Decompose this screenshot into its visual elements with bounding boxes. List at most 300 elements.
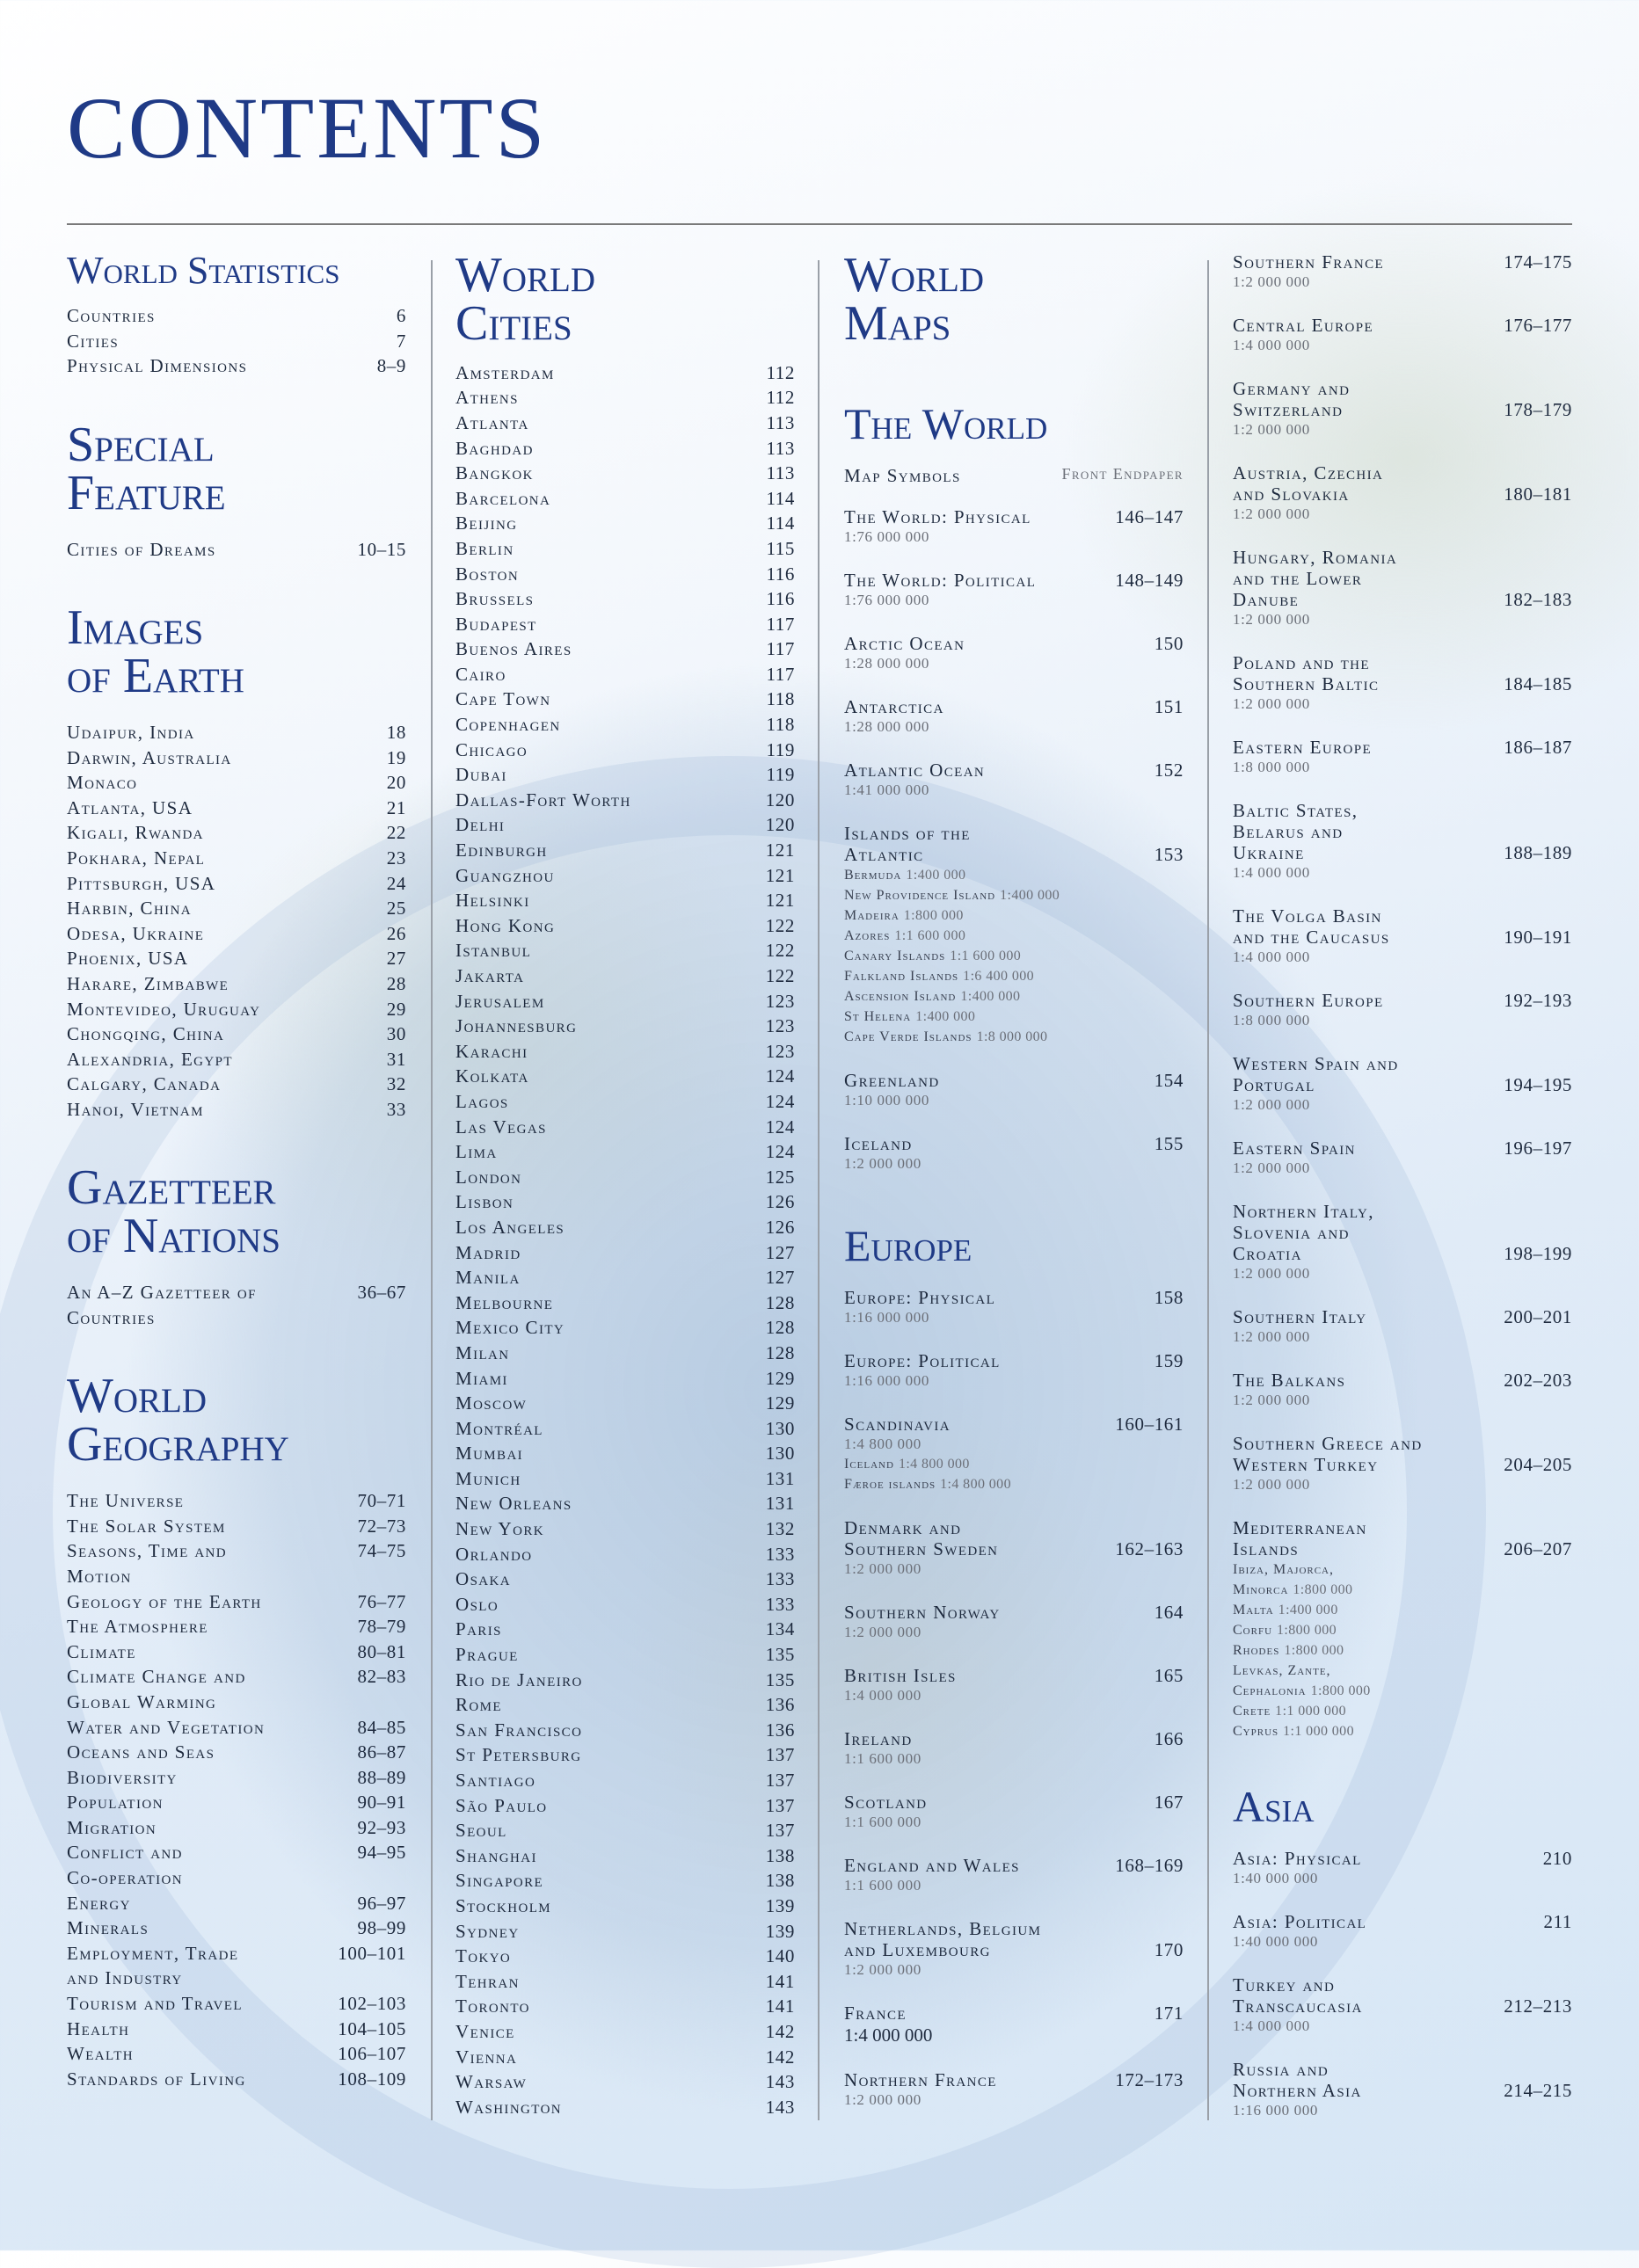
toc-entry-washington[interactable] [455,2095,795,2120]
map-entry-hungary-romania-and-the-lower-danube[interactable] [1233,547,1572,629]
toc-entry-miami[interactable] [455,1366,795,1392]
entry-label: Mediterranean Islands [1233,1517,1367,1559]
toc-entry-orlando[interactable] [455,1542,795,1567]
toc-entry-barcelona[interactable] [455,486,795,512]
toc-entry-baghdad[interactable] [455,436,795,462]
page-number: 118 [766,714,795,736]
toc-entry-geology-of-the-earth[interactable] [67,1589,406,1615]
page-number: 128 [765,1291,795,1313]
entry-label: Udaipur, India [67,721,195,743]
entry-label: Jerusalem [455,990,545,1012]
toc-entry-standards-of-living[interactable] [67,2067,406,2092]
entry-label: San Francisco [455,1719,583,1741]
page-number: 127 [765,1241,795,1263]
toc-entry-physical-dimensions[interactable] [67,353,406,379]
toc-entry-guangzhou[interactable] [455,863,795,889]
toc-entry-harare-zimbabwe[interactable] [67,971,406,997]
inset-scale: 1:800 000 [903,907,964,923]
page-number: 72–73 [357,1515,406,1537]
entry-label: An A–Z Gazetteer of Countries [67,1282,257,1328]
map-entry-poland-and-the-southern-baltic[interactable] [1233,652,1572,714]
toc-entry-munich[interactable] [455,1466,795,1492]
toc-entry-las-vegas[interactable] [455,1115,795,1140]
toc-entry-migration[interactable] [67,1815,406,1841]
toc-entry-cities[interactable] [67,329,406,354]
entry-label: Tourism and Travel [67,1993,243,2015]
entry-label: Montréal [455,1417,543,1439]
map-entry-row [1233,1848,1572,1869]
map-entry-turkey-and-transcaucasia[interactable] [1233,1974,1572,2036]
toc-entry-cairo[interactable] [455,662,795,687]
entry-label: Toronto [455,1995,530,2017]
entry-label: Rio de Janeiro [455,1668,583,1690]
map-entry-baltic-states-belarus-and-ukraine[interactable] [1233,800,1572,883]
page-number: 117 [766,638,795,660]
entry-label: Tehran [455,1970,520,1992]
toc-entry-oceans-and-seas[interactable] [67,1740,406,1765]
map-scale: 1:76 000 000 [844,527,929,545]
section-title: Images of Earth [67,600,244,704]
toc-entry-hong-kong[interactable] [455,913,795,939]
entry-label: Buenos Aires [455,638,572,660]
toc-entry-beijing[interactable] [455,511,795,536]
map-entry-row [844,823,1184,865]
toc-entry-climate[interactable] [67,1639,406,1665]
page-number: 135 [765,1668,795,1690]
map-entry-ireland[interactable] [844,1728,1184,1769]
entry-label: Northern France [844,2068,997,2090]
entry-label: Manila [455,1267,521,1289]
inset-name: Corfu [1233,1623,1273,1638]
map-entry-the-world-political[interactable] [844,570,1184,610]
toc-entry-the-universe[interactable] [67,1488,406,1514]
page-number: 137 [765,1744,795,1766]
page-number: 124 [765,1116,795,1138]
entry-label: Paris [455,1618,502,1640]
toc-entry-rio-de-janeiro[interactable] [455,1668,795,1693]
map-entry-row [844,633,1184,654]
page-number: 200–201 [1504,1306,1572,1327]
inset-scale: 1:400 000 [1278,1603,1338,1617]
toc-entry-tehran[interactable] [455,1969,795,1995]
toc-entry-hanoi-vietnam[interactable] [67,1097,406,1123]
toc-entry-odesa-ukraine[interactable] [67,921,406,947]
map-entry-the-volga-basin-and-the-caucasus[interactable] [1233,905,1572,967]
page-number: 120 [765,789,795,811]
toc-entry-manila[interactable] [455,1265,795,1290]
map-scale: 1:2 000 000 [844,1623,921,1640]
entry-label: Southern Norway [844,1601,1001,1623]
map-entry-europe-physical[interactable] [844,1287,1184,1327]
inset-map [844,1474,1184,1494]
toc-entry-edinburgh[interactable] [455,838,795,863]
page-number: 114 [766,512,795,534]
entry-label: Los Angeles [455,1216,565,1238]
map-entry-row [1233,1138,1572,1159]
entry-label: The Balkans [1233,1370,1346,1391]
page-number: 124 [765,1141,795,1163]
entry-label: Sydney [455,1920,520,1942]
toc-entry-the-solar-system[interactable] [67,1514,406,1539]
toc-entry-kolkata[interactable] [455,1064,795,1089]
page-number: 148–149 [1115,569,1184,591]
map-entry-southern-norway[interactable] [844,1602,1184,1642]
toc-entry-seasons-time-and-motion[interactable] [67,1538,406,1588]
toc-entry-pittsburgh-usa[interactable] [67,871,406,897]
page-number: 7 [396,330,406,352]
map-entry-arctic-ocean[interactable] [844,633,1184,673]
entry-label: Shanghai [455,1844,537,1866]
map-scale: 1:4 000 000 [1233,337,1310,353]
entry-label: Montevideo, Uruguay [67,998,261,1020]
map-entry-asia-physical[interactable] [1233,1848,1572,1888]
page-number: 188–189 [1504,842,1572,863]
map-entry-asia-political[interactable] [1233,1911,1572,1952]
toc-entry-vienna[interactable] [455,2045,795,2070]
map-entry-row [1233,737,1572,758]
toc-entry-conflict-and-co-operation[interactable] [67,1840,406,1890]
map-entry-austria-czechia-and-slovakia[interactable] [1233,462,1572,524]
toc-entry-jakarta[interactable] [455,963,795,989]
toc-entry-brussels[interactable] [455,586,795,612]
page-number: 80–81 [357,1640,406,1662]
entry-label: Madrid [455,1241,521,1263]
inset-scale: 1:1 600 000 [894,927,966,943]
entry-label: Singapore [455,1870,544,1892]
entry-label: Eastern Europe [1233,737,1373,758]
map-symbols-entry[interactable] [844,465,1184,487]
map-entry-germany-and-switzerland[interactable] [1233,378,1572,440]
map-entry-row [844,1287,1184,1308]
toc-entry-singapore[interactable] [455,1868,795,1894]
toc-entry-santiago[interactable] [455,1768,795,1793]
page-number: 78–79 [357,1616,406,1638]
page-number: 162–163 [1115,1537,1184,1559]
toc-entry-karachi[interactable] [455,1039,795,1065]
map-entry-the-world-physical[interactable] [844,506,1184,547]
section-title: World Statistics [67,249,340,292]
entry-label: Milan [455,1341,510,1363]
map-scale: 1:4 000 000 [1233,2017,1310,2034]
inset-name: Ibiza, Majorca, Minorca [1233,1562,1335,1597]
page-number: 204–205 [1504,1454,1572,1475]
toc-entry-prague[interactable] [455,1642,795,1668]
entry-label: The Volga Basin and the Caucasus [1233,905,1390,948]
toc-entry-toronto[interactable] [455,1994,795,2019]
toc-entry-minerals[interactable] [67,1915,406,1941]
toc-entry-moscow[interactable] [455,1391,795,1416]
map-entry-western-spain-and-portugal[interactable] [1233,1053,1572,1115]
toc-entry-the-atmosphere[interactable] [67,1614,406,1639]
page-number: 104–105 [338,2017,406,2039]
map-entry-atlantic-ocean[interactable] [844,760,1184,800]
map-scale: 1:40 000 000 [1233,1933,1318,1950]
toc-entry-chicago[interactable] [455,738,795,763]
toc-entry-countries[interactable] [67,303,406,329]
entry-label: Oslo [455,1593,499,1615]
map-entry-british-isles[interactable] [844,1665,1184,1705]
toc-entry-boston[interactable] [455,562,795,587]
toc-entry-berlin[interactable] [455,536,795,562]
entry-label: Guangzhou [455,864,555,886]
page-number: 158 [1154,1286,1184,1308]
toc-entry-osaka[interactable] [455,1567,795,1592]
inset-map [844,1027,1184,1047]
page-number: 98–99 [357,1917,406,1939]
entry-label: Orlando [455,1543,533,1565]
page-number: 141 [765,1995,795,2017]
toc-entry-biodiversity[interactable] [67,1765,406,1791]
map-entry-scotland[interactable] [844,1792,1184,1832]
toc-entry-udaipur-india[interactable] [67,720,406,745]
entry-label: Helsinki [455,890,530,912]
map-entry-england-and-wales[interactable] [844,1855,1184,1895]
page-number: 121 [765,840,795,861]
entry-label: Biodiversity [67,1766,178,1788]
map-entry-europe-political[interactable] [844,1350,1184,1391]
page-number: 26 [386,922,406,944]
page-number: 128 [765,1341,795,1363]
page-number: 212–213 [1504,1995,1572,2017]
inset-name: Færoe islands [844,1476,936,1492]
toc-entry-amsterdam[interactable] [455,360,795,386]
toc-entry-lima[interactable] [455,1139,795,1165]
map-entry-the-balkans[interactable] [1233,1370,1572,1410]
toc-entry-delhi[interactable] [455,812,795,838]
map-entry-islands-of-the-atlantic[interactable] [844,823,1184,1047]
page-number: 28 [386,972,406,994]
toc-entry-phoenix-usa[interactable] [67,946,406,971]
toc-entry-istanbul[interactable] [455,938,795,963]
toc-entry-alexandria-egypt[interactable] [67,1047,406,1072]
toc-entry-san-francisco[interactable] [455,1718,795,1743]
toc-entry-tourism-and-travel[interactable] [67,1991,406,2017]
entry-label: Minerals [67,1917,149,1939]
toc-entry-buenos-aires[interactable] [455,636,795,662]
toc-entry-los-angeles[interactable] [455,1215,795,1240]
subsection-title: Europe [844,1220,972,1270]
entry-label: Calgary, Canada [67,1073,222,1095]
map-entry-row [1233,905,1572,948]
toc-entry-tokyo[interactable] [455,1944,795,1969]
map-scale: 1:2 000 000 [1233,1159,1310,1176]
map-entry-eastern-spain[interactable] [1233,1138,1572,1178]
column-divider-1 [431,260,433,2120]
inset-map [1233,1721,1572,1741]
entry-label: London [455,1166,522,1188]
column-3 [844,248,1184,2133]
inset-name: Ascension Island [844,988,957,1004]
page-number: 182–183 [1504,589,1572,610]
toc-entry-st-petersburg[interactable] [455,1742,795,1768]
toc-entry-water-and-vegetation[interactable] [67,1715,406,1741]
toc-entry-harbin-china[interactable] [67,896,406,921]
page-number: 25 [386,898,406,920]
map-entry-france[interactable] [844,2003,1184,2046]
toc-entry-atlanta-usa[interactable] [67,796,406,821]
toc-entry-monaco[interactable] [67,770,406,796]
page-number: 84–85 [357,1716,406,1738]
toc-entry-chongqing-china[interactable] [67,1021,406,1047]
entry-label: Central Europe [1233,315,1374,336]
page-number: 134 [765,1618,795,1640]
entry-label: The World: Physical [844,505,1031,527]
entry-label: Scandinavia [844,1413,951,1435]
toc-entry-copenhagen[interactable] [455,712,795,738]
toc-entry-an-a-z-gazetteer-of-countries[interactable] [67,1280,406,1330]
toc-entry-paris[interactable] [455,1617,795,1642]
toc-entry-melbourne[interactable] [455,1290,795,1316]
map-scale: 1:28 000 000 [844,717,929,735]
inset-scale: 1:6 400 000 [963,968,1035,984]
page-title: CONTENTS [67,79,548,177]
toc-entry-cape-town[interactable] [455,687,795,712]
map-entry-scandinavia[interactable] [844,1414,1184,1494]
toc-entry-athens[interactable] [455,385,795,411]
map-entry-northern-france[interactable] [844,2069,1184,2110]
map-entry-denmark-and-southern-sweden[interactable] [844,1517,1184,1579]
toc-entry-wealth[interactable] [67,2041,406,2067]
entry-label: St Petersburg [455,1744,582,1766]
map-entry-row [1233,1306,1572,1327]
map-entry-row [1233,800,1572,863]
toc-entry-budapest[interactable] [455,612,795,637]
toc-entry-johannesburg[interactable] [455,1014,795,1039]
page-number: 133 [765,1593,795,1615]
toc-entry-montr-al[interactable] [455,1416,795,1442]
map-entry-southern-greece-and-western-turkey[interactable] [1233,1433,1572,1494]
map-entry-mediterranean-islands[interactable] [1233,1517,1572,1741]
entry-label: Bangkok [455,462,534,484]
toc-entry-dubai[interactable] [455,762,795,788]
map-entry-southern-italy[interactable] [1233,1306,1572,1347]
toc-entry-cities-of-dreams[interactable] [67,537,406,563]
toc-entry-jerusalem[interactable] [455,989,795,1014]
map-scale: 1:2 000 000 [1233,1476,1310,1493]
section-title: World Maps [844,248,985,351]
page-number: 122 [765,940,795,962]
toc-entry-london[interactable] [455,1165,795,1190]
map-scale: 1:2 000 000 [1233,505,1310,522]
map-entry-row [1233,1053,1572,1095]
map-entry-southern-europe[interactable] [1233,990,1572,1030]
entry-label: Austria, Czechia and Slovakia [1233,462,1384,505]
map-entry-row [1233,652,1572,694]
page-number: 137 [765,1820,795,1842]
map-entry-greenland[interactable] [844,1070,1184,1110]
page-number: 113 [766,437,795,459]
page-number: 19 [386,746,406,768]
toc-entry-milan[interactable] [455,1341,795,1366]
toc-entry-warsaw[interactable] [455,2069,795,2095]
inset-map [844,1007,1184,1027]
page-number: 150 [1154,632,1184,654]
map-entry-eastern-europe[interactable] [1233,737,1572,777]
toc-entry-rome[interactable] [455,1692,795,1718]
toc-entry-new-orleans[interactable] [455,1491,795,1516]
entry-label: The Atmosphere [67,1616,208,1638]
map-scale: 1:16 000 000 [844,1308,929,1326]
toc-entry-lagos[interactable] [455,1089,795,1115]
page-number: 36–67 [357,1282,406,1304]
map-entry-northern-italy-slovenia-and-croatia[interactable] [1233,1201,1572,1283]
entry-label: Beijing [455,512,518,534]
map-entry-russia-and-northern-asia[interactable] [1233,2059,1572,2120]
toc-entry-venice[interactable] [455,2019,795,2045]
map-entry-antarctica[interactable] [844,696,1184,737]
inset-scale: 1:8 000 000 [976,1029,1048,1044]
toc-entry-oslo[interactable] [455,1592,795,1617]
page-number: 171 [1154,2002,1184,2024]
page-number: 22 [386,822,406,844]
toc-entry-dallas-fort-worth[interactable] [455,788,795,813]
map-entry-row [1233,2059,1572,2101]
toc-entry-population[interactable] [67,1790,406,1815]
toc-entry-montevideo-uruguay[interactable] [67,997,406,1022]
toc-entry-pokhara-nepal[interactable] [67,846,406,871]
map-entry-netherlands-belgium-and-luxembourg[interactable] [844,1918,1184,1980]
toc-entry-sydney[interactable] [455,1919,795,1945]
entry-label: Atlanta, USA [67,796,193,818]
toc-entry-s-o-paulo[interactable] [455,1793,795,1819]
map-entry-central-europe[interactable] [1233,315,1572,355]
map-entry-southern-france[interactable] [1233,251,1572,292]
toc-entry-shanghai[interactable] [455,1843,795,1869]
map-entry-row [844,1855,1184,1876]
page-number: 31 [386,1048,406,1070]
toc-entry-bangkok[interactable] [455,461,795,486]
page-number: 21 [386,796,406,818]
inset-name: St Helena [844,1008,912,1024]
map-entry-row [1233,1433,1572,1475]
map-scale: 1:16 000 000 [844,1371,929,1389]
toc-entry-darwin-australia[interactable] [67,745,406,771]
page-number: 154 [1154,1069,1184,1091]
inset-map [844,905,1184,926]
inset-name: Azores [844,927,891,943]
entry-label: Southern France [1233,251,1385,273]
map-scale: 1:2 000 000 [1233,1328,1310,1345]
toc-entry-energy[interactable] [67,1891,406,1916]
toc-entry-seoul[interactable] [455,1818,795,1843]
toc-entry-mexico-city[interactable] [455,1315,795,1341]
toc-entry-atlanta[interactable] [455,411,795,436]
page-number: 176–177 [1504,315,1572,336]
entry-label: Cairo [455,663,506,685]
toc-entry-new-york[interactable] [455,1516,795,1542]
page-number: 166 [1154,1727,1184,1749]
entry-label: Water and Vegetation [67,1716,266,1738]
toc-entry-stockholm[interactable] [455,1894,795,1919]
page-number: 129 [765,1367,795,1389]
toc-entry-mumbai[interactable] [455,1441,795,1466]
map-entry-row [844,1602,1184,1623]
toc-entry-employment-trade-and-industry[interactable] [67,1941,406,1991]
toc-entry-kigali-rwanda[interactable] [67,820,406,846]
toc-entry-calgary-canada[interactable] [67,1072,406,1097]
toc-entry-health[interactable] [67,2017,406,2042]
entry-label: Greenland [844,1069,940,1091]
toc-entry-madrid[interactable] [455,1240,795,1266]
map-entry-iceland[interactable] [844,1133,1184,1174]
inset-name: Madeira [844,907,900,923]
toc-entry-lisbon[interactable] [455,1189,795,1215]
section-gazetteer-of-nations [67,1160,406,1330]
entry-label: Lagos [455,1090,509,1112]
toc-entry-helsinki[interactable] [455,888,795,913]
toc-entry-climate-change-and-global-warming[interactable] [67,1664,406,1714]
page-number: 184–185 [1504,673,1572,694]
